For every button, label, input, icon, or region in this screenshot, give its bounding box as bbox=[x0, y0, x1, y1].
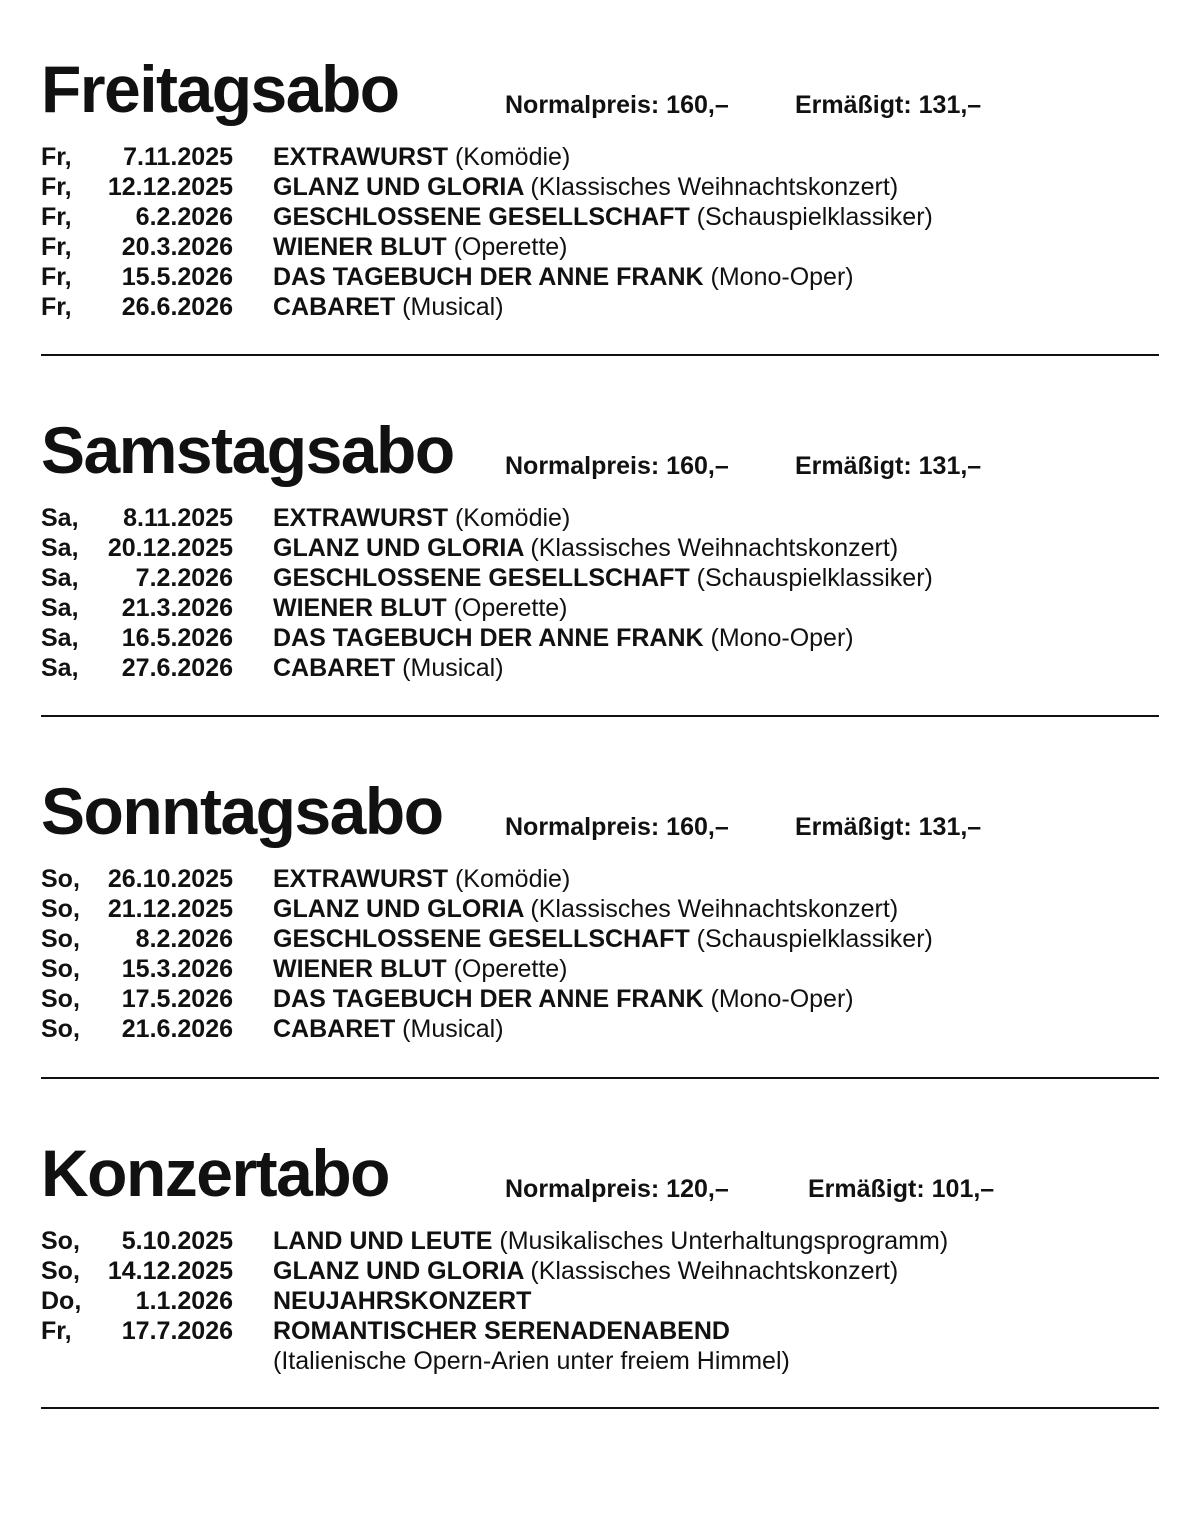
event-title bbox=[273, 623, 854, 653]
event-day: So, bbox=[41, 1015, 80, 1043]
event-title bbox=[273, 563, 933, 593]
event-name: DAS TAGEBUCH DER ANNE FRANK bbox=[273, 624, 704, 652]
event-date: 5.10.2025 bbox=[121, 1227, 233, 1255]
event-row bbox=[41, 1286, 1159, 1316]
event-date: 27.6.2026 bbox=[121, 654, 233, 682]
event-day: Fr, bbox=[41, 203, 72, 231]
event-date: 6.2.2026 bbox=[135, 203, 233, 231]
event-date: 1.1.2026 bbox=[135, 1287, 233, 1315]
event-description: (Komödie) bbox=[454, 504, 571, 532]
event-description: (Operette) bbox=[453, 233, 568, 261]
event-row bbox=[41, 202, 1159, 232]
normal-price-label: Normalpreis: bbox=[505, 91, 660, 119]
event-description: (Mono-Oper) bbox=[710, 985, 854, 1013]
event-day: Sa, bbox=[41, 594, 79, 622]
event-row bbox=[41, 1256, 1159, 1286]
event-title bbox=[273, 1256, 898, 1286]
event-name: ROMANTISCHER SERENADENABEND bbox=[273, 1317, 730, 1345]
event-row bbox=[41, 924, 1159, 954]
event-name: GLANZ UND GLORIA bbox=[273, 534, 524, 562]
event-date: 15.3.2026 bbox=[121, 955, 233, 983]
reduced-price bbox=[795, 454, 981, 479]
section-header bbox=[41, 762, 1159, 848]
event-date: 15.5.2026 bbox=[121, 263, 233, 291]
event-name: EXTRAWURST bbox=[273, 865, 448, 893]
event-date: 26.10.2025 bbox=[107, 865, 233, 893]
event-day: Sa, bbox=[41, 654, 79, 682]
reduced-price-label: Ermäßigt: bbox=[795, 813, 912, 841]
event-description: (Klassisches Weihnachtskonzert) bbox=[530, 1257, 899, 1285]
event-day: So, bbox=[41, 925, 80, 953]
event-name: EXTRAWURST bbox=[273, 143, 448, 171]
event-row bbox=[41, 142, 1159, 172]
section-divider bbox=[41, 354, 1159, 356]
event-day: Fr, bbox=[41, 1317, 72, 1345]
event-day: Fr, bbox=[41, 173, 72, 201]
event-row bbox=[41, 1014, 1159, 1044]
event-row bbox=[41, 623, 1159, 653]
event-row bbox=[41, 653, 1159, 683]
event-day: So, bbox=[41, 895, 80, 923]
event-name: CABARET bbox=[273, 1015, 396, 1043]
section-header bbox=[41, 1124, 1159, 1210]
normal-price-value: 160,– bbox=[666, 813, 729, 841]
normal-price bbox=[505, 815, 729, 840]
section-konzertabo bbox=[41, 1124, 1159, 1376]
event-row bbox=[41, 503, 1159, 533]
event-name: GLANZ UND GLORIA bbox=[273, 895, 524, 923]
event-date: 20.3.2026 bbox=[121, 233, 233, 261]
event-date: 17.7.2026 bbox=[121, 1317, 233, 1345]
event-row bbox=[41, 1226, 1159, 1256]
event-day: Sa, bbox=[41, 624, 79, 652]
reduced-price bbox=[795, 815, 981, 840]
event-row bbox=[41, 533, 1159, 563]
event-row bbox=[41, 984, 1159, 1014]
event-name: GESCHLOSSENE GESELLSCHAFT bbox=[273, 925, 690, 953]
reduced-price-value: 131,– bbox=[918, 813, 982, 841]
event-date: 21.12.2025 bbox=[107, 895, 233, 923]
reduced-price bbox=[808, 1177, 994, 1202]
event-date: 21.6.2026 bbox=[121, 1015, 233, 1043]
event-row-continuation bbox=[41, 1346, 1159, 1376]
section-divider bbox=[41, 1077, 1159, 1079]
event-title bbox=[273, 142, 570, 172]
event-description: (Italienische Opern-Arien unter freiem Himmel) bbox=[273, 1347, 790, 1375]
event-title bbox=[273, 533, 898, 563]
normal-price bbox=[505, 93, 729, 118]
event-day: Fr, bbox=[41, 233, 72, 261]
event-description: (Klassisches Weihnachtskonzert) bbox=[530, 534, 899, 562]
event-row bbox=[41, 172, 1159, 202]
event-name: LAND UND LEUTE bbox=[273, 1227, 493, 1255]
event-day: Sa, bbox=[41, 534, 79, 562]
reduced-price-value: 131,– bbox=[918, 452, 982, 480]
event-description: (Musical) bbox=[402, 654, 504, 682]
event-list bbox=[41, 1226, 1159, 1376]
event-day: Sa, bbox=[41, 504, 79, 532]
event-day: Sa, bbox=[41, 564, 79, 592]
section-sonntagsabo bbox=[41, 762, 1159, 1044]
reduced-price bbox=[795, 93, 981, 118]
event-name: WIENER BLUT bbox=[273, 955, 447, 983]
event-name: GLANZ UND GLORIA bbox=[273, 173, 524, 201]
event-description: (Mono-Oper) bbox=[710, 263, 854, 291]
event-description: (Mono-Oper) bbox=[710, 624, 854, 652]
event-date: 8.11.2025 bbox=[123, 504, 233, 532]
event-description: (Musical) bbox=[402, 1015, 504, 1043]
event-row bbox=[41, 563, 1159, 593]
event-date: 21.3.2026 bbox=[121, 594, 233, 622]
event-name: GESCHLOSSENE GESELLSCHAFT bbox=[273, 203, 690, 231]
event-row bbox=[41, 1316, 1159, 1346]
normal-price-value: 160,– bbox=[666, 452, 729, 480]
event-day: Fr, bbox=[41, 263, 72, 291]
event-title bbox=[273, 292, 504, 322]
event-name: GESCHLOSSENE GESELLSCHAFT bbox=[273, 564, 690, 592]
event-list bbox=[41, 142, 1159, 322]
section-divider bbox=[41, 1407, 1159, 1409]
reduced-price-value: 101,– bbox=[931, 1175, 995, 1203]
event-list bbox=[41, 503, 1159, 683]
event-title bbox=[273, 1226, 948, 1256]
event-description: (Musikalisches Unterhaltungsprogramm) bbox=[499, 1227, 949, 1255]
event-title bbox=[273, 1316, 730, 1346]
event-day: So, bbox=[41, 955, 80, 983]
reduced-price-label: Ermäßigt: bbox=[795, 91, 912, 119]
normal-price-label: Normalpreis: bbox=[505, 1175, 660, 1203]
event-row bbox=[41, 292, 1159, 322]
event-description: (Schauspielklassiker) bbox=[696, 564, 933, 592]
event-name: CABARET bbox=[273, 293, 396, 321]
normal-price-value: 160,– bbox=[666, 91, 729, 119]
event-row bbox=[41, 894, 1159, 924]
event-title bbox=[273, 984, 854, 1014]
event-title bbox=[273, 894, 898, 924]
event-name: DAS TAGEBUCH DER ANNE FRANK bbox=[273, 263, 704, 291]
section-title: Samstagsabo bbox=[41, 413, 454, 487]
event-name: EXTRAWURST bbox=[273, 504, 448, 532]
normal-price bbox=[505, 454, 729, 479]
event-title bbox=[273, 864, 570, 894]
event-row bbox=[41, 954, 1159, 984]
event-title bbox=[273, 593, 568, 623]
event-title bbox=[273, 924, 933, 954]
event-date: 17.5.2026 bbox=[121, 985, 233, 1013]
reduced-price-label: Ermäßigt: bbox=[808, 1175, 925, 1203]
event-title bbox=[273, 1286, 531, 1316]
reduced-price-label: Ermäßigt: bbox=[795, 452, 912, 480]
event-date: 12.12.2025 bbox=[107, 173, 233, 201]
event-date: 14.12.2025 bbox=[107, 1257, 233, 1285]
event-day: Fr, bbox=[41, 143, 72, 171]
event-description: (Musical) bbox=[402, 293, 504, 321]
event-name: NEUJAHRSKONZERT bbox=[273, 1287, 532, 1315]
event-description: (Komödie) bbox=[454, 143, 571, 171]
event-date: 7.11.2025 bbox=[123, 143, 233, 171]
event-row bbox=[41, 593, 1159, 623]
event-description: (Komödie) bbox=[454, 865, 571, 893]
section-title: Konzertabo bbox=[41, 1136, 389, 1210]
event-title bbox=[273, 202, 933, 232]
event-description: (Schauspielklassiker) bbox=[696, 203, 933, 231]
section-samstagsabo bbox=[41, 401, 1159, 683]
event-description: (Operette) bbox=[453, 594, 568, 622]
event-day: So, bbox=[41, 1227, 80, 1255]
section-header bbox=[41, 40, 1159, 126]
event-row bbox=[41, 232, 1159, 262]
normal-price-value: 120,– bbox=[666, 1175, 729, 1203]
event-name: WIENER BLUT bbox=[273, 594, 447, 622]
normal-price bbox=[505, 1177, 729, 1202]
event-description: (Operette) bbox=[453, 955, 568, 983]
section-header bbox=[41, 401, 1159, 487]
event-description: (Klassisches Weihnachtskonzert) bbox=[530, 173, 899, 201]
event-row bbox=[41, 864, 1159, 894]
event-name: DAS TAGEBUCH DER ANNE FRANK bbox=[273, 985, 704, 1013]
event-row bbox=[41, 262, 1159, 292]
event-name: GLANZ UND GLORIA bbox=[273, 1257, 524, 1285]
normal-price-label: Normalpreis: bbox=[505, 813, 660, 841]
event-title bbox=[273, 232, 568, 262]
event-date: 26.6.2026 bbox=[121, 293, 233, 321]
event-day: Do, bbox=[41, 1287, 82, 1315]
event-day: So, bbox=[41, 1257, 80, 1285]
event-date: 7.2.2026 bbox=[135, 564, 233, 592]
event-name: WIENER BLUT bbox=[273, 233, 447, 261]
event-list bbox=[41, 864, 1159, 1044]
event-title bbox=[273, 653, 504, 683]
section-title: Sonntagsabo bbox=[41, 774, 443, 848]
event-title bbox=[273, 262, 854, 292]
normal-price-label: Normalpreis: bbox=[505, 452, 660, 480]
event-day: Fr, bbox=[41, 293, 72, 321]
event-date: 20.12.2025 bbox=[107, 534, 233, 562]
section-divider bbox=[41, 715, 1159, 717]
section-title: Freitagsabo bbox=[41, 52, 399, 126]
event-day: So, bbox=[41, 985, 80, 1013]
event-title bbox=[273, 954, 568, 984]
event-title bbox=[273, 503, 570, 533]
event-date: 8.2.2026 bbox=[135, 925, 233, 953]
event-title bbox=[273, 172, 898, 202]
event-description: (Schauspielklassiker) bbox=[696, 925, 933, 953]
reduced-price-value: 131,– bbox=[918, 91, 982, 119]
event-day: So, bbox=[41, 865, 80, 893]
event-title bbox=[273, 1014, 504, 1044]
section-freitagsabo bbox=[41, 40, 1159, 322]
event-name: CABARET bbox=[273, 654, 396, 682]
event-date: 16.5.2026 bbox=[121, 624, 233, 652]
event-description: (Klassisches Weihnachtskonzert) bbox=[530, 895, 899, 923]
